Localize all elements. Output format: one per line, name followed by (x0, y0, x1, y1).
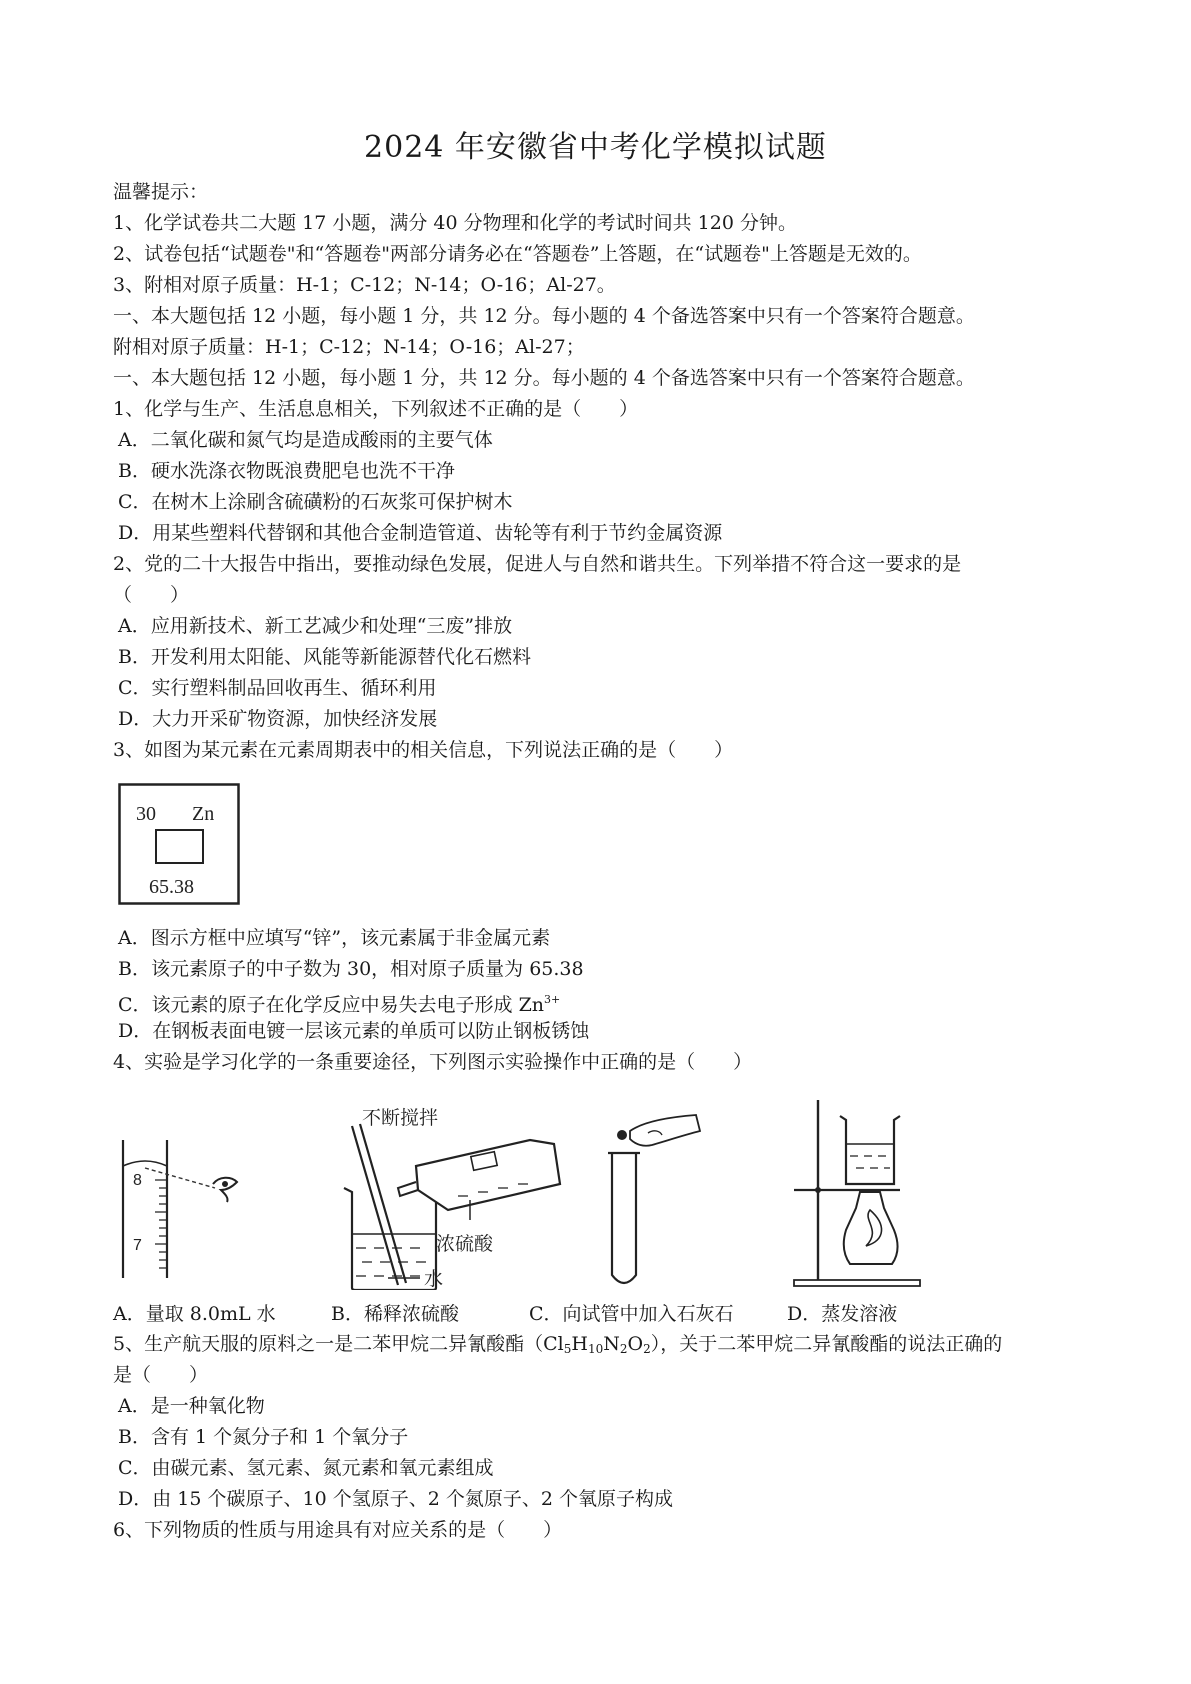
atomic-mass: 65.38 (149, 876, 194, 898)
stir-label: 不断搅拌 (362, 1107, 439, 1129)
figure-d-evaporation (790, 1100, 930, 1290)
element-symbol: Zn (192, 803, 215, 825)
q6-stem: 6、下列物质的性质与用途具有对应关系的是（ ） (113, 1519, 563, 1541)
tick-label-7: 7 (133, 1237, 142, 1254)
zn-ion-charge: 3+ (544, 993, 561, 1006)
q5-stem-cont: 是（ ） (113, 1364, 209, 1386)
element-name-blank-box (156, 830, 203, 863)
q5-option-d: D．由 15 个碳原子、10 个氢原子、2 个氮原子、2 个氧原子构成 (118, 1488, 673, 1510)
hand-icon (630, 1115, 700, 1146)
figure-b-dilute-sulfuric-acid (340, 1100, 580, 1290)
zinc-element-card (118, 783, 243, 908)
q2-stem: 2、党的二十大报告中指出，要推动绿色发展，促进人与自然和谐共生。下列举措不符合这一要求的是 (113, 553, 962, 575)
section-heading: 一、本大题包括 12 小题，每小题 1 分，共 12 分。每小题的 4 个备选答案中只有一个答案符合题意。 (113, 305, 975, 327)
glass-rod-left-edge (352, 1126, 398, 1285)
alcohol-lamp (844, 1192, 898, 1264)
q2-option-c: C．实行塑料制品回收再生、循环利用 (118, 677, 437, 699)
q5-stem-post: ），关于二苯甲烷二异氰酸酯的说法正确的 (650, 1333, 1003, 1355)
sight-line (145, 1168, 215, 1188)
q2-stem-cont: （ ） (113, 584, 190, 606)
q1-option-c: C．在树木上涂刷含硫磺粉的石灰浆可保护树木 (118, 491, 513, 513)
q4-option-d: D．蒸发溶液 (787, 1303, 898, 1325)
section-heading-repeat: 一、本大题包括 12 小题，每小题 1 分，共 12 分。每小题的 4 个备选答案中只有一个答案符合题意。 (113, 367, 975, 389)
page-title: 2024 年安徽省中考化学模拟试题 (364, 130, 827, 165)
q3-option-c (118, 986, 560, 1019)
water-label: 水 (424, 1268, 444, 1290)
solution-hatching (850, 1156, 890, 1168)
q2-option-d: D．大力开采矿物资源，加快经济发展 (118, 708, 438, 730)
tip-1: 1、化学试卷共二大题 17 小题，满分 40 分物理和化学的考试时间共 120 分钟。 (113, 212, 797, 234)
formula-sub-c: 5 (563, 1342, 572, 1356)
q3-option-d: D．在钢板表面电镀一层该元素的单质可以防止钢板锈蚀 (118, 1020, 590, 1042)
q5-option-c: C．由碳元素、氢元素、氮元素和氧元素组成 (118, 1457, 494, 1479)
q1-stem: 1、化学与生产、生活息息相关，下列叙述不正确的是（ ） (113, 398, 639, 420)
q4-option-c: C．向试管中加入石灰石 (529, 1303, 734, 1325)
tip-3: 3、附相对原子质量：H-1；C-12；N-14；O-16；Al-27。 (113, 274, 616, 296)
glass-rod-right-edge (360, 1124, 406, 1283)
acid-bottle-outline (416, 1140, 560, 1210)
q1-option-a: A．二氧化碳和氮气均是造成酸雨的主要气体 (118, 429, 493, 451)
q3-option-c-text: C．该元素的原子在化学反应中易失去电子形成 Zn (118, 994, 545, 1016)
atomic-number: 30 (136, 803, 156, 825)
bottle-mouth (398, 1182, 418, 1196)
figure-a-measuring-cylinder (115, 1140, 245, 1285)
formula-sub-h: 10 (587, 1342, 604, 1356)
formula-h: H (571, 1333, 588, 1355)
formula-sub-n: 2 (619, 1342, 628, 1356)
q4-option-b: B．稀释浓硫酸 (331, 1303, 459, 1325)
q3-option-a: A．图示方框中应填写“锌”，该元素属于非金属元素 (118, 927, 551, 949)
beaker-outline (840, 1116, 900, 1184)
liquid-meniscus (123, 1161, 167, 1166)
q1-option-b: B．硬水洗涤衣物既浪费肥皂也洗不干净 (118, 460, 455, 482)
limestone-lump (617, 1130, 627, 1140)
q4-option-a: A．量取 8.0mL 水 (113, 1303, 276, 1325)
q4-options-row (113, 1299, 897, 1326)
stand-base (794, 1280, 920, 1286)
tip-2: 2、试卷包括“试题卷"和“答题卷"两部分请务必在“答题卷”上答题，在“试题卷"上答题是无效的。 (113, 243, 922, 265)
q2-option-a: A．应用新技术、新工艺减少和处理“三废”排放 (118, 615, 513, 637)
figure-c-test-tube (600, 1105, 710, 1285)
cylinder-tick-marks (155, 1180, 167, 1268)
q4-stem: 4、实验是学习化学的一条重要途径，下列图示实验操作中正确的是（ ） (113, 1051, 753, 1073)
q5-option-b: B．含有 1 个氮分子和 1 个氧分子 (118, 1426, 409, 1448)
tick-label-8: 8 (133, 1172, 142, 1189)
q3-option-b: B．该元素原子的中子数为 30，相对原子质量为 65.38 (118, 958, 584, 980)
q5-stem-pre: 5、生产航天服的原料之一是二苯甲烷二异氰酸酯（Cl (113, 1333, 564, 1355)
formula-sub-o: 2 (643, 1342, 651, 1356)
formula-n: N (603, 1333, 620, 1355)
eye-pupil-icon (222, 1181, 228, 1187)
q2-option-b: B．开发利用太阳能、风能等新能源替代化石燃料 (118, 646, 531, 668)
q5-stem (113, 1330, 1002, 1363)
formula-o: O (627, 1333, 644, 1355)
atomic-mass-note: 附相对原子质量：H-1；C-12；N-14；O-16；Al-27； (113, 336, 585, 358)
clamp-screw (815, 1187, 821, 1193)
q1-option-d: D．用某些塑料代替钢和其他合金制造管道、齿轮等有利于节约金属资源 (118, 522, 723, 544)
acid-label: 浓硫酸 (436, 1233, 494, 1255)
test-tube (612, 1153, 636, 1283)
q3-stem: 3、如图为某元素在元素周期表中的相关信息，下列说法正确的是（ ） (113, 739, 734, 761)
tips-heading: 温馨提示： (113, 181, 209, 203)
q5-option-a: A．是一种氧化物 (118, 1395, 265, 1417)
